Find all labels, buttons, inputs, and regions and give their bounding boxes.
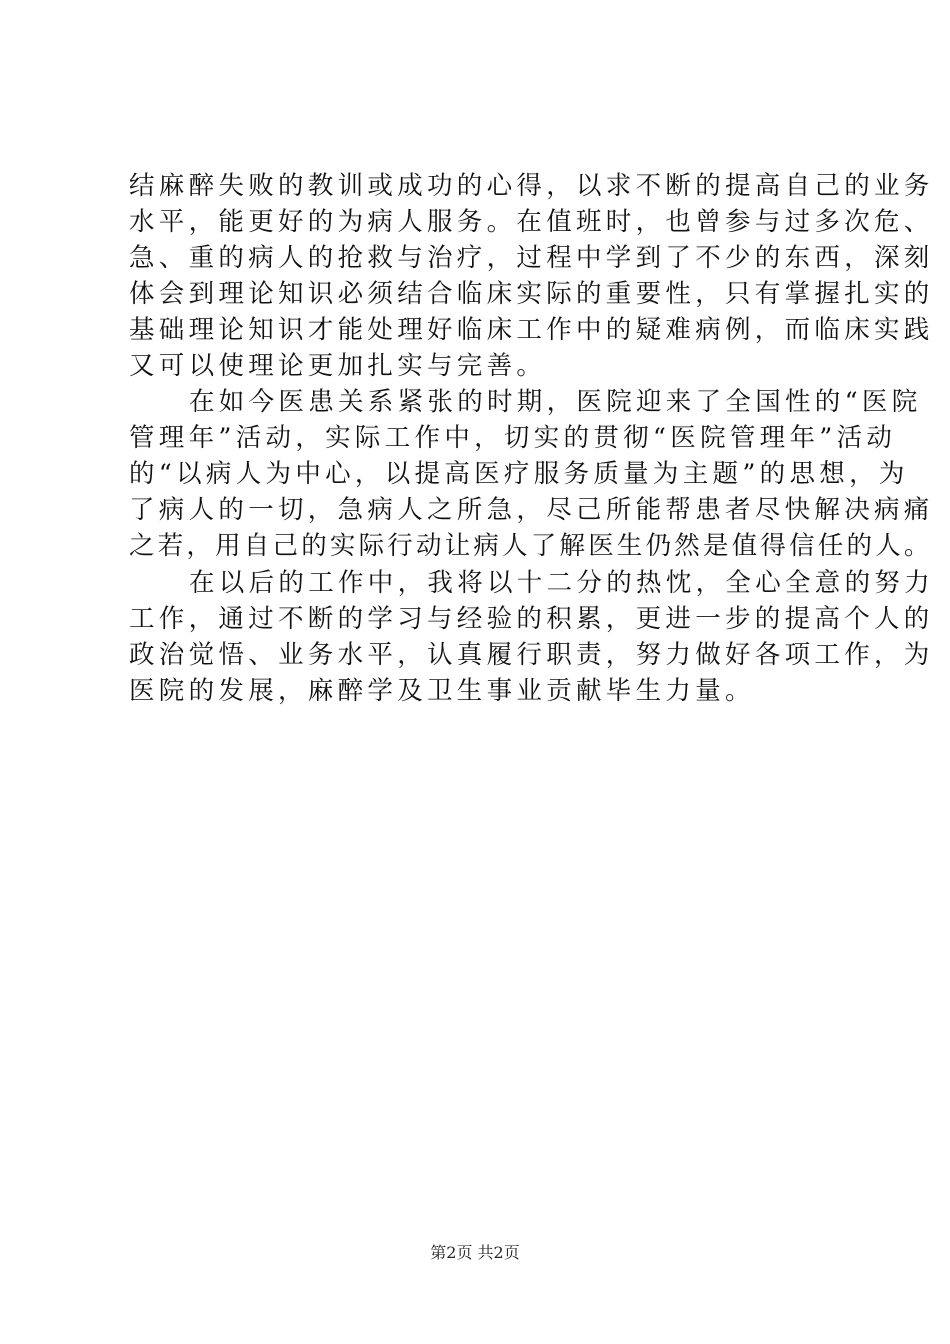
paragraph-2-line-1: 在如今医患关系紧张的时期，医院迎来了全国性的“医院 xyxy=(189,387,922,417)
paragraph-2-line-3: 的“以病人为中心，以提高医疗服务质量为主题”的思想，为 xyxy=(129,459,909,489)
paragraph-2-line-5: 之若，用自己的实际行动让病人了解医生仍然是值得信任的人。 xyxy=(129,531,933,561)
paragraph-1-line-2: 水平，能更好的为病人服务。在值班时，也曾参与过多次危、 xyxy=(129,207,934,237)
paragraph-3-line-2: 工作，通过不断的学习与经验的积累，更进一步的提高个人的 xyxy=(129,604,934,634)
paragraph-1-line-3: 急、重的病人的抢救与治疗，过程中学到了不少的东西，深刻 xyxy=(129,243,934,273)
paragraph-2-line-4: 了病人的一切，急病人之所急，尽己所能帮患者尽快解决病痛 xyxy=(129,495,934,525)
paragraph-1-line-4: 体会到理论知识必须结合临床实际的重要性，只有掌握扎实的 xyxy=(129,279,934,309)
paragraph-1-line-1: 结麻醉失败的教训或成功的心得，以求不断的提高自己的业务 xyxy=(129,171,934,201)
paragraph-3-line-1: 在以后的工作中，我将以十二分的热忱，全心全意的努力 xyxy=(189,568,935,598)
paragraph-2-line-2: 管理年”活动，实际工作中，切实的贯彻“医院管理年”活动 xyxy=(129,423,897,453)
paragraph-1-line-5: 基础理论知识才能处理好临床工作中的疑难病例，而临床实践 xyxy=(129,315,934,345)
paragraph-1-line-6: 又可以使理论更加扎实与完善。 xyxy=(129,351,547,381)
paragraph-3-line-4: 医院的发展，麻醉学及卫生事业贡献毕生力量。 xyxy=(129,676,755,706)
paragraph-3-line-3: 政治觉悟、业务水平，认真履行职责，努力做好各项工作，为 xyxy=(129,640,934,670)
page-number-footer: 第2页 共2页 xyxy=(430,1243,520,1262)
